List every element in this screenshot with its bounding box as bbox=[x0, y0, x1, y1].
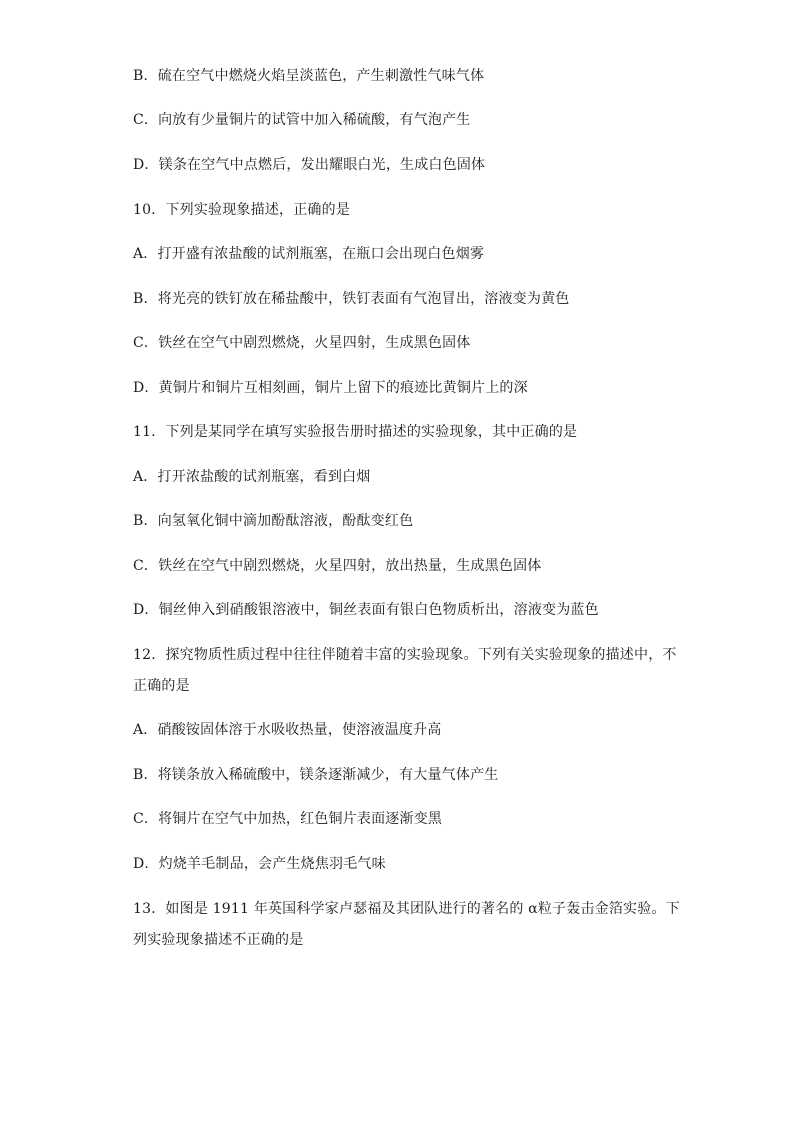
question-9-option-d: D．镁条在空气中点燃后，发出耀眼白光，生成白色固体 bbox=[133, 157, 486, 173]
question-11-stem: 11．下列是某同学在填写实验报告册时描述的实验现象，其中正确的是 bbox=[133, 424, 578, 440]
question-11-option-b: B．向氢氧化铜中滴加酚酞溶液，酚酞变红色 bbox=[133, 513, 414, 529]
question-11-option-d: D．铜丝伸入到硝酸银溶液中，铜丝表面有银白色物质析出，溶液变为蓝色 bbox=[133, 602, 599, 618]
question-13-stem-line-1: 13．如图是 1911 年英国科学家卢瑟福及其团队进行的著名的 α粒子轰击金箔实验。下 bbox=[133, 901, 680, 917]
question-11-option-a: A．打开浓盐酸的试剂瓶塞，看到白烟 bbox=[133, 469, 371, 485]
question-12-option-d: D．灼烧羊毛制品，会产生烧焦羽毛气味 bbox=[133, 856, 386, 872]
question-10-option-d: D．黄铜片和铜片互相刻画，铜片上留下的痕迹比黄铜片上的深 bbox=[133, 380, 528, 396]
question-13-stem-line-2: 列实验现象描述不正确的是 bbox=[133, 932, 304, 948]
question-12-option-b: B．将镁条放入稀硫酸中，镁条逐渐减少，有大量气体产生 bbox=[133, 767, 499, 783]
question-11-option-c: C．铁丝在空气中剧烈燃烧，火星四射，放出热量，生成黑色固体 bbox=[133, 558, 542, 574]
question-10-option-c: C．铁丝在空气中剧烈燃烧，火星四射，生成黑色固体 bbox=[133, 335, 471, 351]
question-12-option-a: A．硝酸铵固体溶于水吸收热量，使溶液温度升高 bbox=[133, 722, 442, 738]
question-9-option-c: C．向放有少量铜片的试管中加入稀硫酸，有气泡产生 bbox=[133, 112, 471, 128]
question-9-option-b: B．硫在空气中燃烧火焰呈淡蓝色，产生刺激性气味气体 bbox=[133, 68, 485, 84]
question-10-option-b: B．将光亮的铁钉放在稀盐酸中，铁钉表面有气泡冒出，溶液变为黄色 bbox=[133, 291, 570, 307]
question-12-option-c: C．将铜片在空气中加热，红色铜片表面逐渐变黑 bbox=[133, 811, 443, 827]
question-12-stem-line-1: 12．探究物质性质过程中往往伴随着丰富的实验现象。下列有关实验现象的描述中，不 bbox=[133, 647, 677, 663]
question-10-option-a: A．打开盛有浓盐酸的试剂瓶塞，在瓶口会出现白色烟雾 bbox=[133, 246, 485, 262]
question-12-stem-line-2: 正确的是 bbox=[133, 678, 190, 694]
question-10-stem: 10．下列实验现象描述，正确的是 bbox=[133, 202, 351, 218]
